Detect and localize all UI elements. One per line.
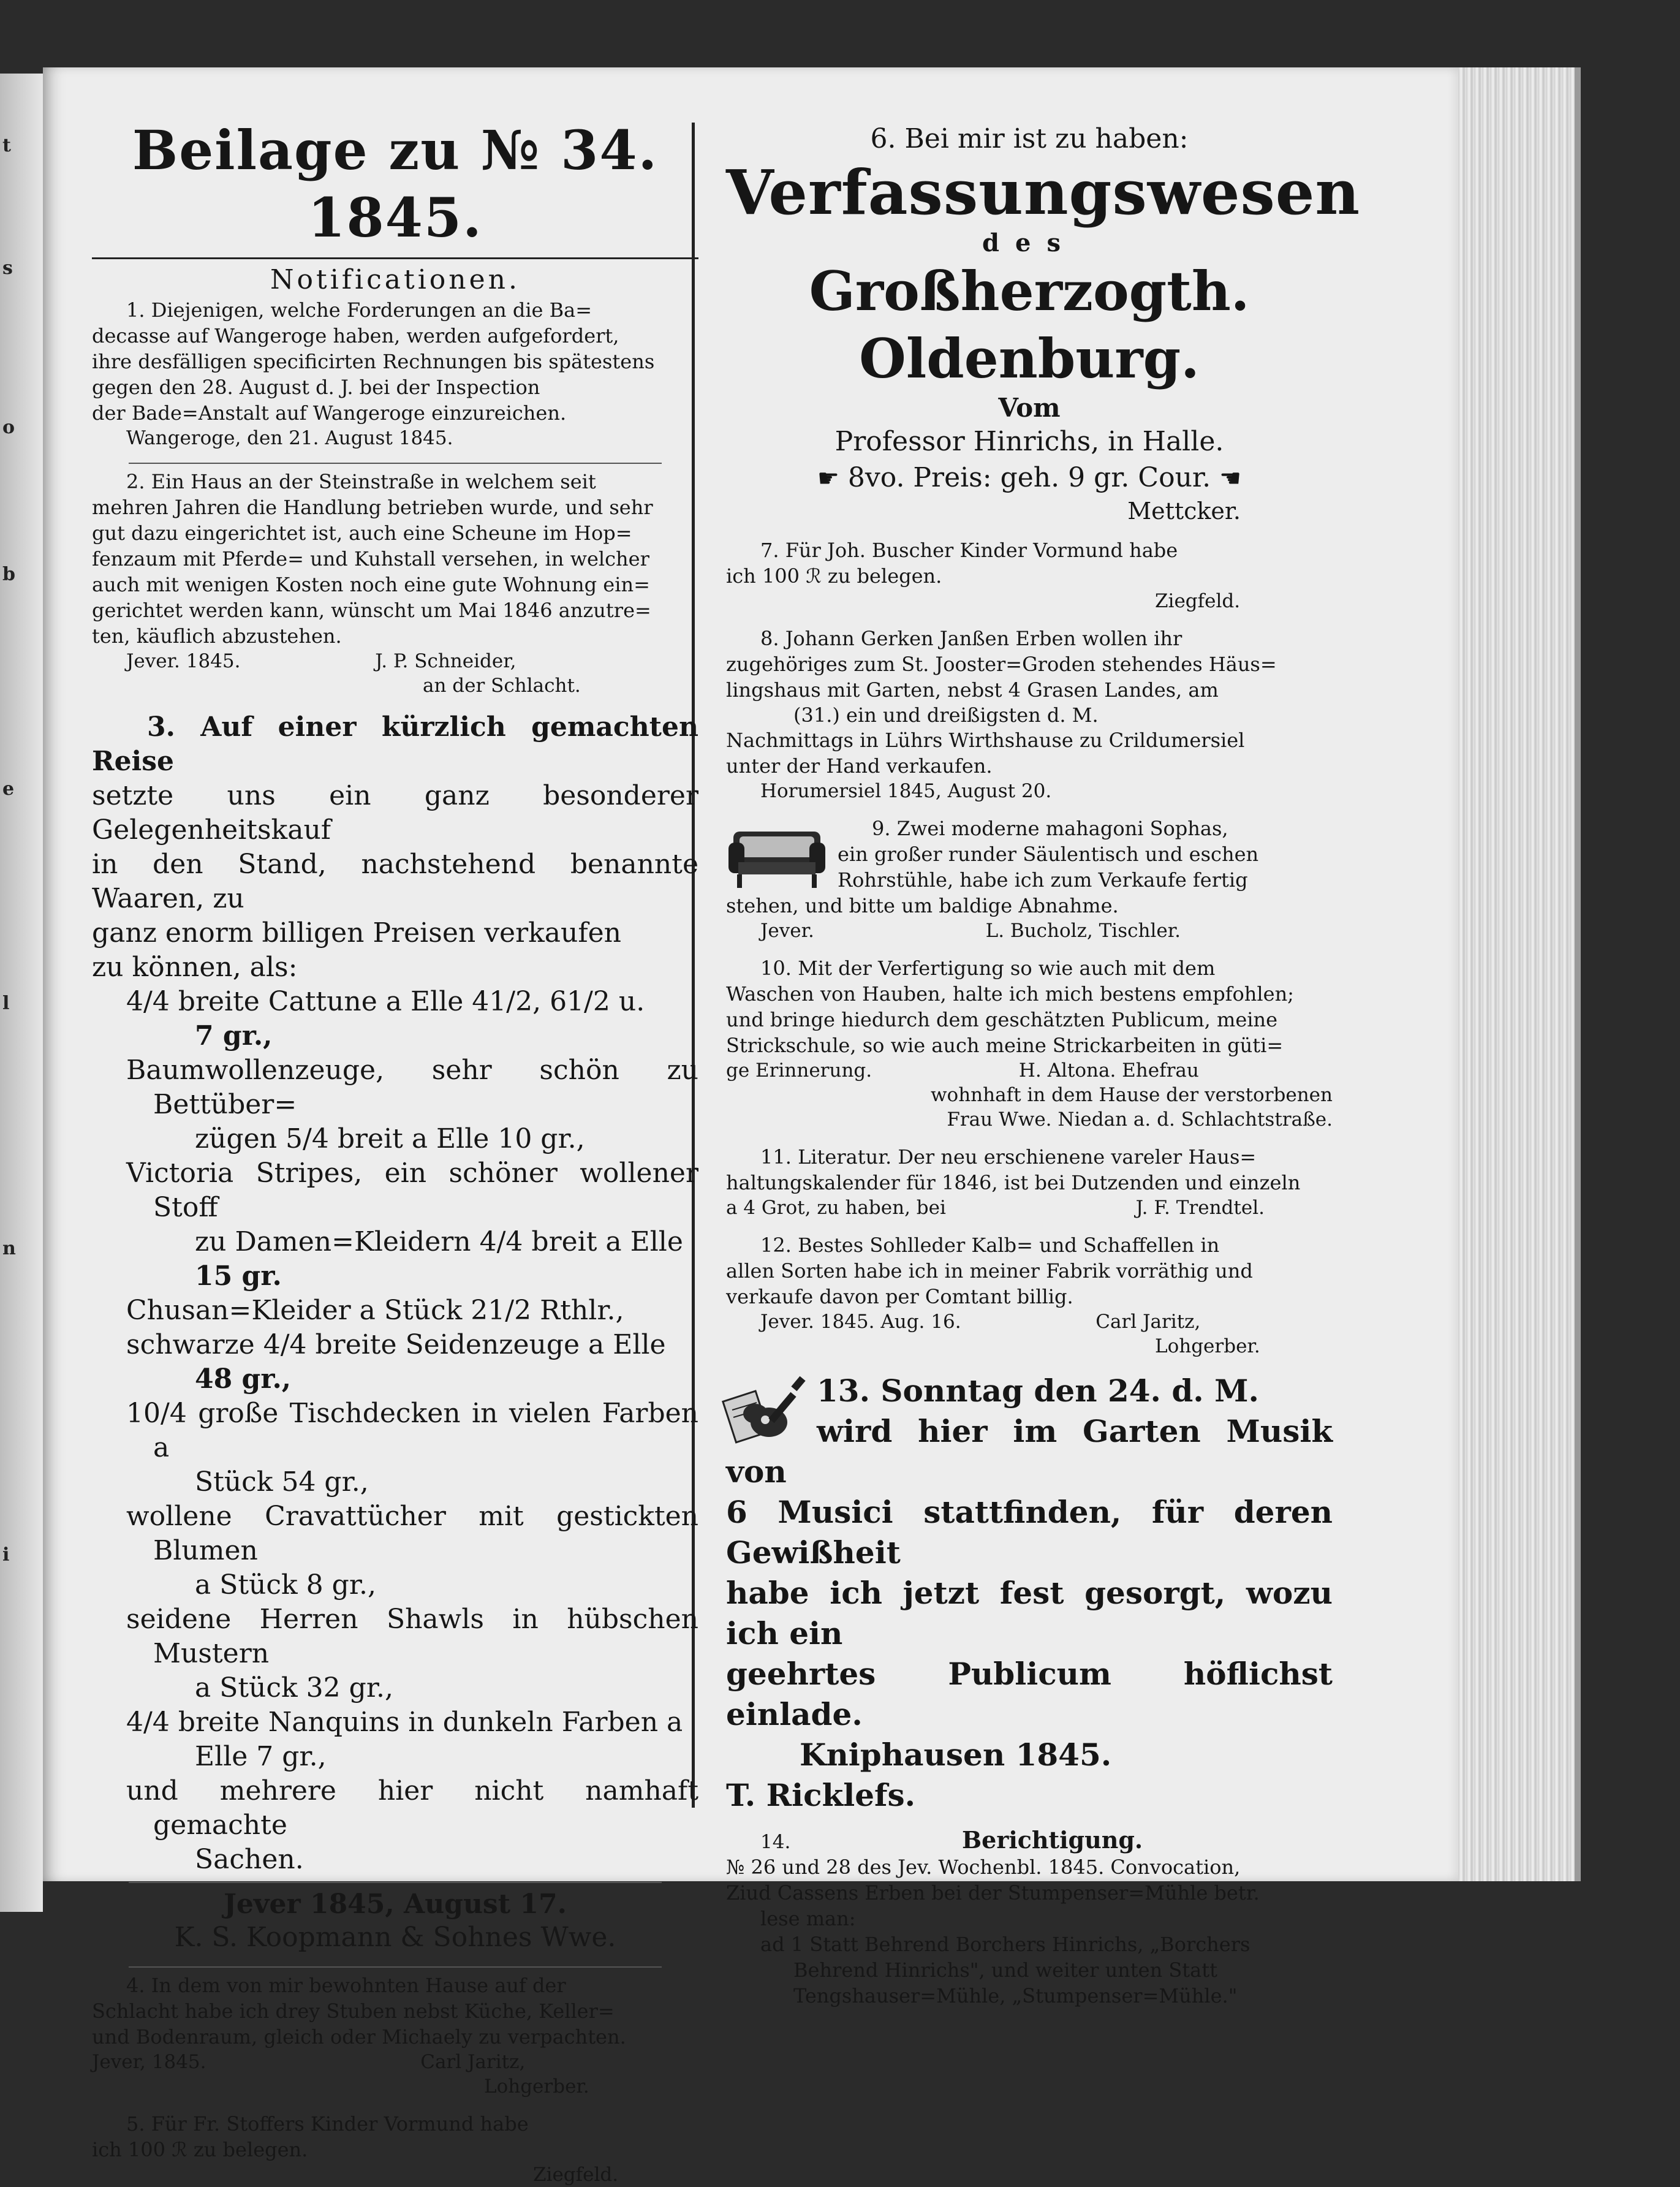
notice-14 [726, 1828, 1333, 2009]
notice-line: zugehöriges zum St. Jooster=Groden stehendes Häus= [726, 653, 1277, 676]
notice-signer: Ziegfeld. [1155, 590, 1241, 612]
auction-date: (31.) ein und dreißigsten d. M. [793, 703, 1099, 727]
left-page-fragment: n [2, 1238, 16, 1259]
notice-9 [726, 816, 1333, 943]
notice-line: geehrtes Publicum höflichst einlade. [726, 1656, 1333, 1732]
notice-3 [92, 710, 698, 1954]
notice-11 [726, 1144, 1333, 1220]
notice-line: und Bodenraum, gleich oder Michaely zu verpachten. [92, 2025, 626, 2049]
notice-line: Rohrstühle, habe ich zum Verkaufe fertig [838, 868, 1248, 892]
goods-item-cont: 7 gr., [195, 1020, 273, 1052]
notice-line: ich 100 ℛ zu belegen. [726, 564, 942, 588]
notice-line: wird hier im Garten Musik von [726, 1413, 1333, 1490]
left-page-fragment: i [2, 1544, 10, 1566]
notice-signature-line [92, 649, 698, 673]
correction-line: Behrend Hinrichs", und weiter unten Statt [793, 1958, 1217, 1982]
notice-line: 7. Für Joh. Buscher Kinder Vormund habe [760, 539, 1178, 562]
notice-line: a 4 Grot, zu haben, bei [726, 1197, 946, 1219]
notice-signature-line [726, 1310, 1333, 1334]
goods-item: 10/4 große Tischdecken in vielen Farben a [126, 1398, 698, 1463]
notice-line: fenzaum mit Pferde= und Kuhstall versehen, in welcher [92, 547, 649, 570]
notice-line: Waschen von Hauben, halte ich mich bestens empfohlen; [726, 982, 1294, 1006]
notice-date: Wangeroge, den 21. August 1845. [126, 427, 453, 449]
notice-line: haltungskalender für 1846, ist bei Dutzenden und einzeln [726, 1171, 1301, 1194]
notice-line: ten, käuflich abzustehen. [92, 624, 342, 648]
notice-line: ich 100 ℛ zu belegen. [92, 2138, 308, 2161]
book-subtitle: Großherzogth. Oldenburg. [809, 259, 1250, 390]
correction-line: ad 1 Statt Behrend Borchers Hinrichs, „Borchers [760, 1933, 1251, 1956]
book-price: 8vo. Preis: geh. 9 gr. Cour. [847, 462, 1211, 493]
goods-item-cont: a Stück 32 gr., [195, 1672, 393, 1704]
right-column [726, 123, 1361, 2007]
notice-line: der Bade=Anstalt auf Wangeroge einzureichen. [92, 401, 567, 425]
notice-1 [92, 297, 698, 450]
notice-line: setzte uns ein ganz besonderer Gelegenheitskauf [92, 780, 698, 846]
goods-item: seidene Herren Shawls in hübschen Mustern [126, 1604, 698, 1669]
notice-line: 5. Für Fr. Stoffers Kinder Vormund habe [126, 2112, 529, 2136]
book-title-des: des [982, 229, 1076, 257]
notice-signer: Ziegfeld. [533, 2164, 619, 2186]
notice-5 [92, 2111, 698, 2187]
newspaper-page [43, 67, 1458, 2186]
notice-line: 10. Mit der Verfertigung so wie auch mit dem [760, 957, 1216, 980]
notice-line: 6. Bei mir ist zu haben: [870, 123, 1189, 154]
notice-signer: Carl Jaritz, [1095, 1311, 1201, 1333]
goods-item: wollene Cravattücher mit gestickten Blumen [126, 1501, 698, 1566]
notice-line: 6 Musici stattfinden, für deren Gewißheit [726, 1494, 1333, 1571]
notice-firm: K. S. Koopmann & Sohnes Wwe. [174, 1922, 616, 1953]
notice-line: zu können, als: [92, 952, 298, 983]
notice-signer: Carl Jaritz, [420, 2051, 526, 2073]
book-seller: Mettcker. [1127, 498, 1241, 525]
notice-date: Jever 1845, August 17. [224, 1889, 567, 1920]
goods-item-cont: 48 gr., [195, 1363, 292, 1395]
notice-line: gegen den 28. August d. J. bei der Inspection [92, 376, 540, 399]
goods-item-cont: a Stück 8 gr., [195, 1569, 376, 1601]
goods-item-cont: 15 gr. [195, 1260, 282, 1292]
notice-line: ihre desfälligen specificirten Rechnungen bis spätestens [92, 350, 655, 373]
goods-item: Chusan=Kleider a Stück 21/2 Rthlr., [126, 1295, 624, 1326]
notice-signer: J. P. Schneider, [375, 650, 516, 672]
notice-4 [92, 1973, 698, 2099]
goods-item: Baumwollenzeuge, sehr schön zu Bettüber= [126, 1055, 698, 1120]
notice-line: 11. Literatur. Der neu erschienene vareler Haus= [760, 1145, 1257, 1169]
notice-signature-line [92, 2050, 698, 2074]
notice-line: lese man: [760, 1907, 856, 1930]
notice-signature-line [726, 919, 1333, 943]
correction-heading-line [726, 1828, 1333, 1854]
notice-line: und bringe hiedurch dem geschätzten Publicum, meine [726, 1008, 1278, 1031]
notice-line: gut dazu eingerichtet ist, auch eine Scheune im Hop= [92, 521, 632, 545]
notifications-heading: Notificationen. [270, 264, 520, 295]
notice-line: habe ich jetzt fest gesorgt, wozu ich ein [726, 1575, 1333, 1651]
correction-heading: Berichtigung. [962, 1826, 1143, 1854]
notice-line: Strickschule, so wie auch meine Strickarbeiten in güti= [726, 1034, 1284, 1057]
book-price-line [726, 460, 1333, 497]
book-title: Verfassungswesen [726, 156, 1361, 229]
notice-8 [726, 626, 1333, 803]
notice-place: Kniphausen 1845. [800, 1737, 1112, 1773]
notice-line: auch mit wenigen Kosten noch eine gute Wohnung ein= [92, 573, 650, 596]
left-page-fragment: e [2, 778, 15, 800]
notice-signer: J. F. Trendtel. [1135, 1197, 1265, 1219]
notice-line: Ziud Cassens Erben bei der Stumpenser=Mühle betr. [726, 1881, 1260, 1905]
notice-line: 12. Bestes Sohlleder Kalb= und Schaffellen in [760, 1234, 1220, 1257]
goods-item: 4/4 breite Cattune a Elle 41/2, 61/2 u. [126, 986, 645, 1017]
left-page-fragment: o [2, 417, 15, 438]
correction-line: Tengshauser=Mühle, „Stumpenser=Mühle." [793, 1984, 1238, 2007]
notice-line: Nachmittags in Lührs Wirthshause zu Crildumersiel [726, 729, 1245, 752]
notice-signature-line [726, 1196, 1333, 1220]
goods-item: und mehrere hier nicht namhaft gemachte [126, 1775, 698, 1841]
left-page-strip [0, 74, 43, 1912]
notice-line: № 26 und 28 des Jev. Wochenbl. 1845. Convocation, [726, 1855, 1241, 1879]
book-author: Professor Hinrichs, in Halle. [834, 426, 1224, 457]
notice-12 [726, 1232, 1333, 1359]
notice-line: ein großer runder Säulentisch und eschen [838, 843, 1259, 866]
masthead: Beilage zu № 34. 1845. [132, 118, 659, 249]
masthead-rule [92, 257, 698, 259]
notice-line: stehen, und bitte um baldige Abnahme. [726, 894, 1119, 917]
goods-item-cont: Stück 54 gr., [195, 1466, 369, 1498]
notice-line: decasse auf Wangeroge haben, werden aufgefordert, [92, 324, 619, 347]
notice-line: unter der Hand verkaufen. [726, 754, 993, 778]
notice-line: ge Erinnerung. [726, 1059, 872, 1082]
notice-13 [726, 1371, 1333, 1816]
goods-item: schwarze 4/4 breite Seidenzeuge a Elle [126, 1329, 666, 1360]
goods-item-cont: Elle 7 gr., [195, 1741, 327, 1772]
notice-line: allen Sorten habe ich in meiner Fabrik vorräthig und [726, 1259, 1253, 1283]
notice-signer: L. Bucholz, Tischler. [985, 920, 1181, 942]
page-edges [1458, 67, 1581, 1881]
separator [129, 463, 662, 464]
goods-item: Victoria Stripes, ein schöner wollener Stoff [126, 1158, 698, 1223]
book-vom: Vom [998, 393, 1061, 423]
notice-line: gerichtet werden kann, wünscht um Mai 1846 anzutre= [92, 599, 651, 622]
notice-signer-address: wohnhaft in dem Hause der verstorbenen [931, 1084, 1333, 1106]
notice-line: lingshaus mit Garten, nebst 4 Grasen Landes, am [726, 678, 1219, 702]
pointing-hand-icon: ☛ [817, 464, 839, 493]
notice-signer-address: an der Schlacht. [423, 675, 581, 697]
notice-number: 14. [760, 1831, 791, 1853]
goods-item: 4/4 breite Nanquins in dunkeln Farben a [126, 1707, 683, 1738]
goods-item-cont: Sachen. [195, 1844, 304, 1875]
notice-line: verkaufe davon per Comtant billig. [726, 1285, 1073, 1308]
notice-line: 9. Zwei moderne mahagoni Sophas, [872, 817, 1228, 840]
notice-signer-address: Frau Wwe. Niedan a. d. Schlachtstraße. [947, 1109, 1333, 1131]
notice-place: Horumersiel 1845, August 20. [760, 780, 1052, 802]
notice-line: 4. In dem von mir bewohnten Hause auf der [126, 1974, 566, 1997]
goods-item-cont: zügen 5/4 breit a Elle 10 gr., [195, 1123, 585, 1154]
notice-signer: H. Altona. Ehefrau [1018, 1059, 1199, 1082]
notice-2 [92, 469, 698, 698]
guitar-music-icon [726, 1373, 807, 1447]
notice-line: ganz enorm billigen Preisen verkaufen [92, 917, 622, 949]
notice-line: 3. Auf einer kürzlich gemachten Reise [92, 711, 698, 777]
separator [129, 1882, 662, 1883]
notice-signer-role: Lohgerber. [484, 2075, 589, 2098]
notice-10 [726, 955, 1333, 1132]
notice-line: Schlacht habe ich drey Stuben nebst Küche, Keller= [92, 1999, 615, 2023]
left-column [92, 116, 698, 2186]
notice-line: 1. Diejenigen, welche Forderungen an die Ba= [126, 298, 592, 322]
pointing-hand-left-icon: ☚ [1219, 464, 1241, 493]
goods-item-cont: zu Damen=Kleidern 4/4 breit a Elle [195, 1226, 683, 1257]
notice-line: mehren Jahren die Handlung betrieben wurde, und sehr [92, 496, 653, 519]
left-page-fragment: b [2, 564, 15, 585]
notice-line: 8. Johann Gerken Janßen Erben wollen ihr [760, 627, 1182, 650]
notice-place: Jever, 1845. [92, 2051, 206, 2073]
notice-place: Jever. [760, 920, 814, 942]
separator [129, 1966, 662, 1968]
notice-7 [726, 537, 1333, 613]
notice-place: Jever. 1845. [126, 650, 241, 672]
notice-line: in den Stand, nachstehend benannte Waaren, zu [92, 849, 698, 914]
left-page-fragment: s [2, 257, 13, 279]
notice-signer: T. Ricklefs. [726, 1777, 916, 1813]
notice-place: Jever. 1845. Aug. 16. [760, 1311, 961, 1333]
notice-signer-role: Lohgerber. [1155, 1335, 1260, 1357]
sofa-icon [726, 818, 828, 890]
notice-line: 13. Sonntag den 24. d. M. [817, 1373, 1259, 1409]
left-page-fragment: t [2, 135, 11, 156]
notice-line: 2. Ein Haus an der Steinstraße in welchem seit [126, 470, 596, 493]
notice-6 [726, 123, 1361, 525]
notice-signature-line [726, 1058, 1333, 1083]
left-page-fragment: l [2, 993, 10, 1014]
